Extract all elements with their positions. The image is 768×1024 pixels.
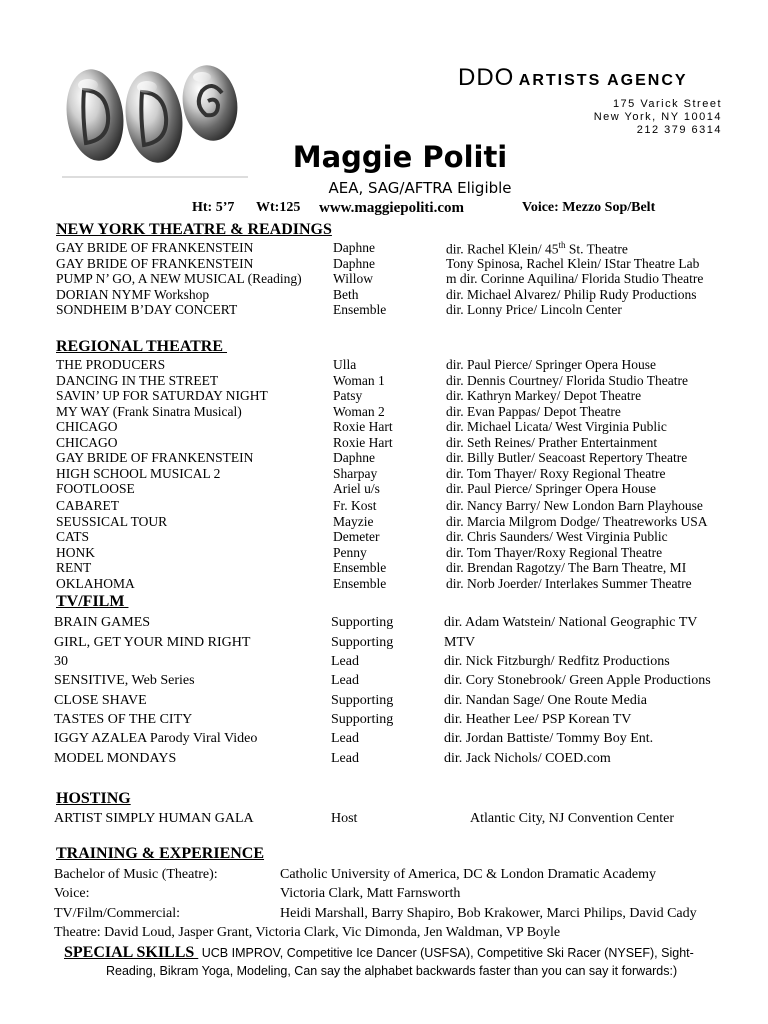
credit-director: MTV — [444, 635, 476, 650]
credit-title: HONK — [56, 545, 95, 560]
credit-title: CHICAGO — [56, 419, 118, 434]
address-line: 212 379 6314 — [636, 124, 722, 136]
credit-director: dir. Tom Thayer/ Roxy Regional Theatre — [446, 466, 666, 481]
credit-role: Lead — [331, 731, 359, 746]
credit-title: SONDHEIM B’DAY CONCERT — [56, 302, 238, 317]
credit-title: GAY BRIDE OF FRANKENSTEIN — [56, 450, 254, 465]
credit-row — [0, 545, 768, 561]
credit-row — [0, 693, 768, 709]
credit-title: GAY BRIDE OF FRANKENSTEIN — [56, 240, 254, 255]
agency-name — [458, 64, 688, 92]
credit-title: DANCING IN THE STREET — [56, 373, 219, 388]
skills-text-line1: UCB IMPROV, Competitive Ice Dancer (USFSA), Competitive Ski Racer (NYSEF), Sight- — [198, 946, 694, 960]
credit-row — [0, 529, 768, 545]
credit-title: RENT — [56, 560, 92, 575]
agency-address — [594, 98, 722, 137]
credit-director: dir. Nandan Sage/ One Route Media — [444, 693, 647, 708]
training-value: Victoria Clark, Matt Farnsworth — [280, 886, 461, 901]
section-title-regional: REGIONAL THEATRE — [56, 338, 228, 355]
section-title-tvfilm: TV/FILM — [56, 593, 129, 610]
credit-row — [0, 576, 768, 592]
credit-director: dir. Cory Stonebrook/ Green Apple Productions — [444, 673, 711, 688]
credit-title: SEUSSICAL TOUR — [56, 514, 168, 529]
agency-name-big: DDO — [458, 64, 515, 91]
credit-role: Mayzie — [333, 514, 374, 529]
credit-row — [0, 673, 768, 689]
credit-role: Daphne — [333, 256, 375, 271]
credit-role: Roxie Hart — [333, 419, 393, 434]
credit-director: dir. Dennis Courtney/ Florida Studio Theatre — [446, 373, 688, 388]
credit-row — [0, 435, 768, 451]
credit-row — [0, 240, 768, 256]
credit-director — [446, 240, 628, 258]
credit-role: Demeter — [333, 529, 380, 544]
credit-director: m dir. Corinne Aquilina/ Florida Studio Theatre — [446, 271, 704, 286]
credit-row — [0, 635, 768, 651]
credit-director: dir. Lonny Price/ Lincoln Center — [446, 302, 622, 317]
credit-row — [0, 419, 768, 435]
credit-director: dir. Kathryn Markey/ Depot Theatre — [446, 388, 642, 403]
credit-director: dir. Jordan Battiste/ Tommy Boy Ent. — [444, 731, 654, 746]
credit-director: dir. Norb Joerder/ Interlakes Summer Theatre — [446, 576, 692, 591]
credit-row — [0, 256, 768, 272]
credit-role: Lead — [331, 654, 359, 669]
training-value: Catholic University of America, DC & London Dramatic Academy — [280, 867, 656, 882]
credit-role: Ariel u/s — [333, 481, 380, 496]
credit-title: CATS — [56, 529, 90, 544]
credit-director: dir. Billy Butler/ Seacoast Repertory Theatre — [446, 450, 688, 465]
credit-title: FOOTLOOSE — [56, 481, 135, 496]
credit-role: Penny — [333, 545, 367, 560]
credit-role: Ensemble — [333, 302, 387, 317]
credit-director: Tony Spinosa, Rachel Klein/ IStar Theatre Lab — [446, 256, 700, 271]
credit-title: SENSITIVE, Web Series — [54, 673, 195, 688]
agency-name-small: ARTISTS AGENCY — [518, 72, 688, 89]
credit-role: Patsy — [333, 388, 363, 403]
credit-role: Sharpay — [333, 466, 378, 481]
ordinal-suffix: th — [558, 240, 566, 250]
credit-title: OKLAHOMA — [56, 576, 135, 591]
credit-row — [0, 357, 768, 373]
section-title-hosting: HOSTING — [56, 790, 131, 807]
credit-row — [0, 302, 768, 318]
credit-row — [0, 481, 768, 497]
credit-row — [0, 271, 768, 287]
credit-director: dir. Brendan Ragotzy/ The Barn Theatre, MI — [446, 560, 687, 575]
credit-director: dir. Chris Saunders/ West Virginia Public — [446, 529, 668, 544]
credit-title: DORIAN NYMF Workshop — [56, 287, 210, 302]
credit-row — [0, 560, 768, 576]
credit-row — [0, 404, 768, 420]
credit-title: PUMP N’ GO, A NEW MUSICAL (Reading) — [56, 271, 302, 286]
credit-role: Fr. Kost — [333, 498, 377, 513]
section-title-ny-theatre: NEW YORK THEATRE & READINGS — [56, 221, 332, 238]
credit-role: Supporting — [331, 635, 394, 650]
credit-row — [0, 388, 768, 404]
credit-director: dir. Seth Reines/ Prather Entertainment — [446, 435, 658, 450]
credit-role: Ulla — [333, 357, 357, 372]
credit-title: GAY BRIDE OF FRANKENSTEIN — [56, 256, 254, 271]
credit-title: MODEL MONDAYS — [54, 751, 177, 766]
credit-title: BRAIN GAMES — [54, 615, 151, 630]
credit-row — [0, 373, 768, 389]
credit-title: SAVIN’ UP FOR SATURDAY NIGHT — [56, 388, 268, 403]
credit-role: Woman 1 — [333, 373, 385, 388]
credit-role: Supporting — [331, 693, 394, 708]
credit-venue: Atlantic City, NJ Convention Center — [470, 811, 675, 826]
credit-role: Daphne — [333, 450, 375, 465]
website-link[interactable]: www.maggiepoliti.com — [319, 200, 464, 216]
credit-title: HIGH SCHOOL MUSICAL 2 — [56, 466, 221, 481]
director-text: dir. Rachel Klein/ 45 — [446, 241, 559, 257]
credit-row — [0, 466, 768, 482]
credit-role: Lead — [331, 751, 359, 766]
credit-role: Roxie Hart — [333, 435, 393, 450]
section-title-training: TRAINING & EXPERIENCE — [56, 845, 265, 862]
special-skills — [64, 944, 744, 980]
credit-director: dir. Tom Thayer/Roxy Regional Theatre — [446, 545, 663, 560]
credit-row — [0, 654, 768, 670]
director-text-rest: St. Theatre — [565, 241, 628, 257]
training-value: Heidi Marshall, Barry Shapiro, Bob Krakower, Marci Philips, David Cady — [280, 906, 697, 921]
credit-director: dir. Evan Pappas/ Depot Theatre — [446, 404, 621, 419]
training-label: Bachelor of Music (Theatre): — [54, 867, 218, 882]
credit-title: IGGY AZALEA Parody Viral Video — [54, 731, 258, 746]
credit-director: dir. Jack Nichols/ COED.com — [444, 751, 611, 766]
address-line: 175 Varick Street — [612, 98, 722, 110]
credit-row — [0, 514, 768, 530]
credit-director: dir. Paul Pierce/ Springer Opera House — [446, 357, 656, 372]
weight: Wt:125 — [256, 200, 301, 215]
credit-director: dir. Nick Fitzburgh/ Redfitz Productions — [444, 654, 670, 669]
credit-role: Daphne — [333, 240, 375, 255]
credit-title: CABARET — [56, 498, 120, 513]
credit-row — [0, 712, 768, 728]
credit-title: THE PRODUCERS — [56, 357, 166, 372]
credit-row — [0, 287, 768, 303]
credit-row — [0, 751, 768, 767]
credit-director: dir. Heather Lee/ PSP Korean TV — [444, 712, 632, 727]
credit-role: Willow — [333, 271, 373, 286]
credit-role: Host — [331, 811, 358, 826]
credit-role: Ensemble — [333, 560, 387, 575]
training-label: Voice: — [54, 886, 90, 901]
section-title-skills: SPECIAL SKILLS — [64, 944, 199, 961]
training-label: Theatre: David Loud, Jasper Grant, Victoria Clark, Vic Dimonda, Jen Waldman, VP Boyle — [54, 925, 561, 940]
credit-role: Supporting — [331, 712, 394, 727]
credit-row — [0, 498, 768, 514]
credit-role: Woman 2 — [333, 404, 385, 419]
credit-role: Supporting — [331, 615, 394, 630]
credit-director: dir. Nancy Barry/ New London Barn Playhouse — [446, 498, 703, 513]
credit-row — [0, 450, 768, 466]
credit-director: dir. Marcia Milgrom Dodge/ Theatreworks USA — [446, 514, 708, 529]
height: Ht: 5’7 — [192, 200, 235, 215]
credit-role: Lead — [331, 673, 359, 688]
credit-title: MY WAY (Frank Sinatra Musical) — [56, 404, 242, 419]
union-status: AEA, SAG/AFTRA Eligible — [328, 179, 512, 197]
credit-title: ARTIST SIMPLY HUMAN GALA — [54, 811, 254, 826]
voice-type: Voice: Mezzo Sop/Belt — [522, 200, 656, 215]
credit-director: dir. Adam Watstein/ National Geographic TV — [444, 615, 698, 630]
credit-row — [0, 731, 768, 747]
credit-director: dir. Michael Licata/ West Virginia Public — [446, 419, 667, 434]
credit-title: TASTES OF THE CITY — [54, 712, 193, 727]
credit-title: GIRL, GET YOUR MIND RIGHT — [54, 635, 251, 650]
credit-title: CLOSE SHAVE — [54, 693, 147, 708]
credit-director: dir. Michael Alvarez/ Philip Rudy Productions — [446, 287, 697, 302]
skills-text-line2: Reading, Bikram Yoga, Modeling, Can say the alphabet backwards faster than you can say it forwards:) — [106, 964, 678, 978]
credit-role: Beth — [333, 287, 359, 302]
address-line: New York, NY 10014 — [593, 111, 722, 123]
credit-row — [0, 811, 768, 827]
performer-name: Maggie Politi — [292, 140, 508, 174]
credit-director: dir. Paul Pierce/ Springer Opera House — [446, 481, 656, 496]
credit-role: Ensemble — [333, 576, 387, 591]
credit-title: 30 — [54, 654, 68, 669]
training-label: TV/Film/Commercial: — [54, 906, 180, 921]
credit-title: CHICAGO — [56, 435, 118, 450]
credit-row — [0, 615, 768, 631]
